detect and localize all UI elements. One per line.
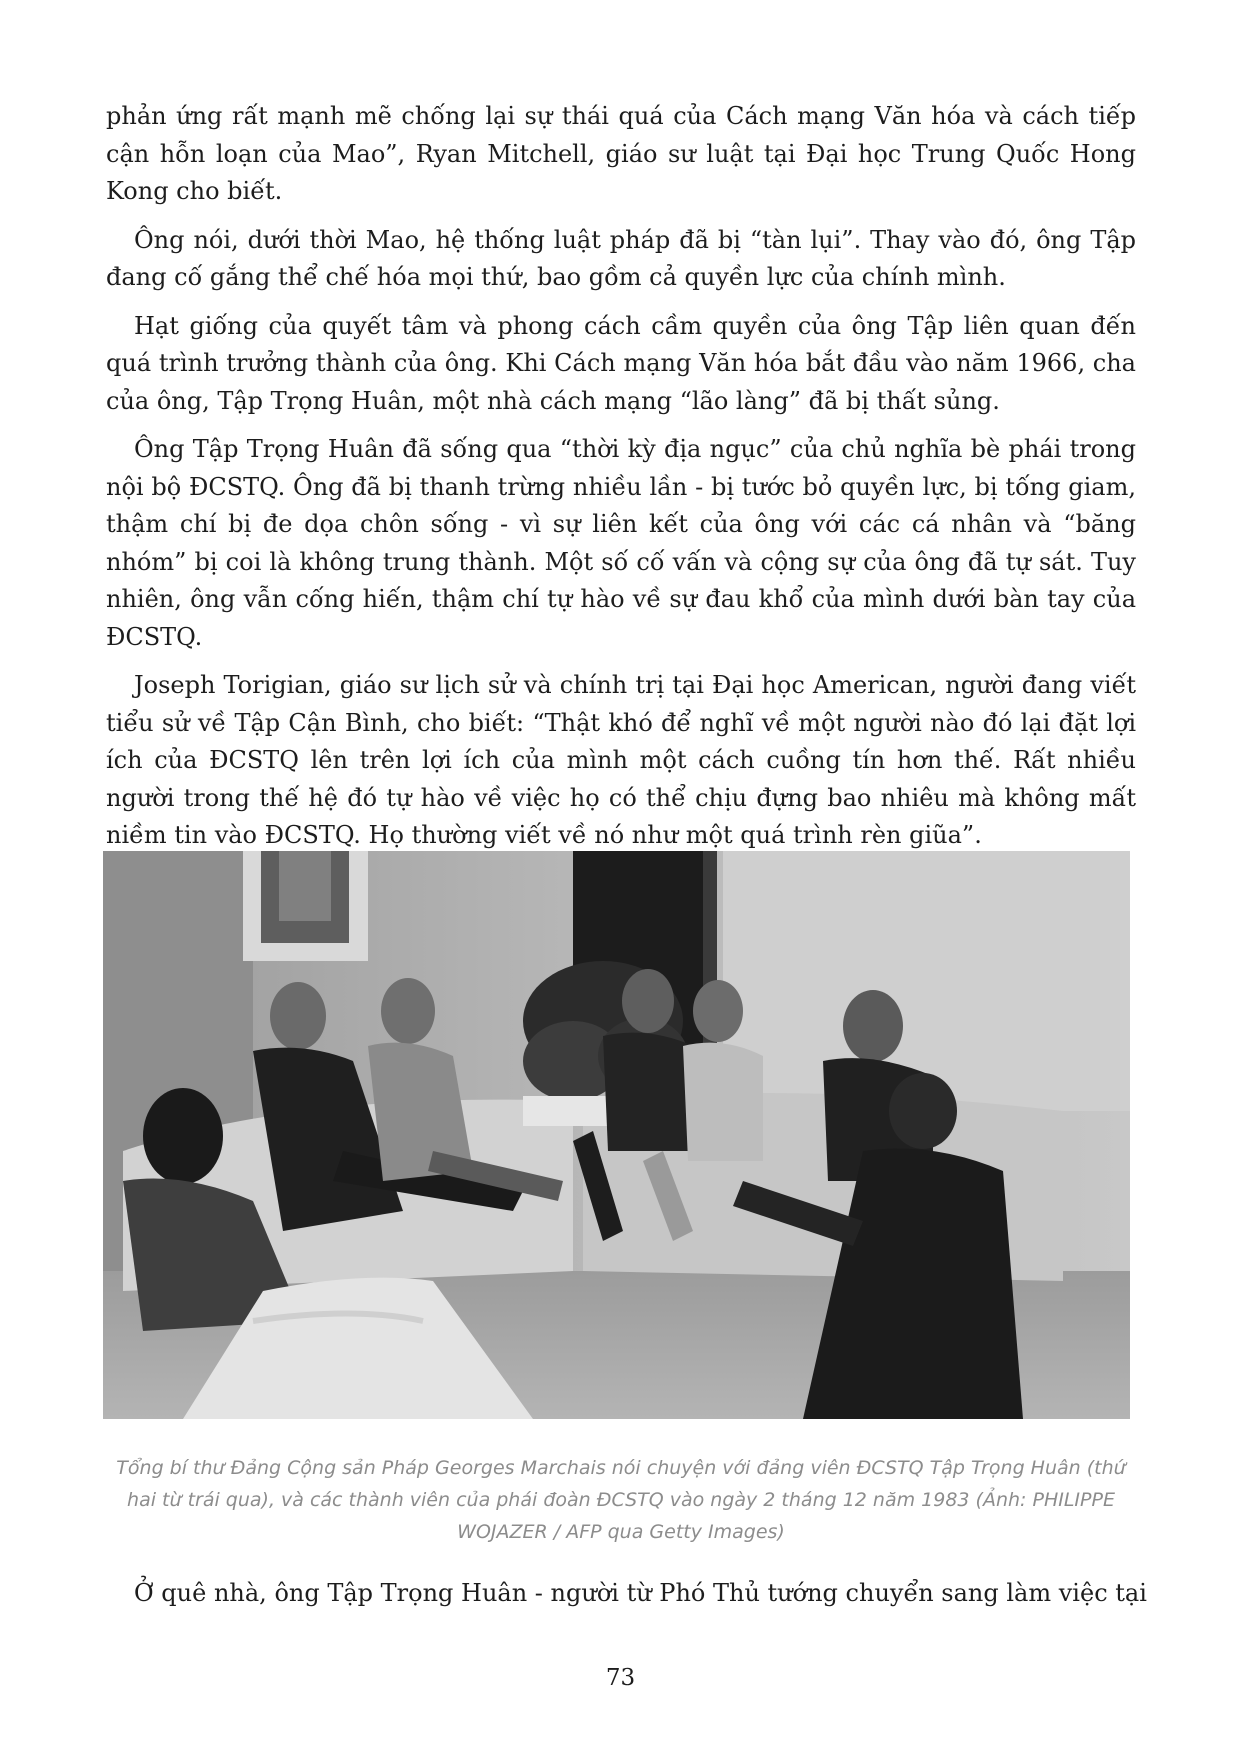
paragraph-legal-system: Ông nói, dưới thời Mao, hệ thống luật pháp đã bị “tàn lụi”. Thay vào đó, ông Tập đang cố gắng thể chế hóa mọi thứ, bao gồm cả quyền lực của chính mình. xyxy=(106,225,1136,291)
historical-photo xyxy=(103,851,1130,1419)
paragraph-torigian-quote: Joseph Torigian, giáo sư lịch sử và chính trị tại Đại học American, người đang viết tiểu sử về Tập Cận Bình, cho biết: “Thật khó để nghĩ về một người nào đó lại đặt lợi ích của ĐCSTQ lên trên lợi ích của mình một cách cuồng tín hơn thế. Rất nhiều người trong thế hệ đó tự hào về việc họ có thể chịu đựng bao nhiêu mà không mất niềm tin vào ĐCSTQ. Họ thường viết về nó như một quá trình rèn giũa”. xyxy=(106,671,1136,849)
body-text xyxy=(106,98,1136,866)
paragraph-upbringing: Hạt giống của quyết tâm và phong cách cầm quyền của ông Tập liên quan đến quá trình trưởng thành của ông. Khi Cách mạng Văn hóa bắt đầu vào năm 1966, cha của ông, Tập Trọng Huân, một nhà cách mạng “lão làng” đã bị thất sủng. xyxy=(106,311,1136,415)
photo-caption: Tổng bí thư Đảng Cộng sản Pháp Georges Marchais nói chuyện với đảng viên ĐCSTQ Tập Trọng Huân (thứ hai từ trái qua), và các thành viên của phái đoàn ĐCSTQ vào ngày 2 tháng 12 năm 1983 (Ảnh: PHILIPPE WOJAZER / AFP qua Getty Images) xyxy=(116,1457,1126,1543)
page-number: 73 xyxy=(605,1665,636,1691)
paragraph-hometown: Ở quê nhà, ông Tập Trọng Huân - người từ Phó Thủ tướng chuyển sang làm việc tại xyxy=(134,1579,1147,1607)
paragraph-father-purges: Ông Tập Trọng Huân đã sống qua “thời kỳ địa ngục” của chủ nghĩa bè phái trong nội bộ ĐCSTQ. Ông đã bị thanh trừng nhiều lần - bị tước bỏ quyền lực, bị tống giam, thậm chí bị đe dọa chôn sống - vì sự liên kết của ông với các cá nhân và “băng nhóm” bị coi là không trung thành. Một số cố vấn và cộng sự của ông đã tự sát. Tuy nhiên, ông vẫn cống hiến, thậm chí tự hào về sự đau khổ của mình dưới bàn tay của ĐCSTQ. xyxy=(106,435,1136,651)
paragraph-continuation: phản ứng rất mạnh mẽ chống lại sự thái quá của Cách mạng Văn hóa và cách tiếp cận hỗn loạn của Mao”, Ryan Mitchell, giáo sư luật tại Đại học Trung Quốc Hong Kong cho biết. xyxy=(106,102,1136,205)
meeting-photo-illustration xyxy=(103,851,1130,1419)
